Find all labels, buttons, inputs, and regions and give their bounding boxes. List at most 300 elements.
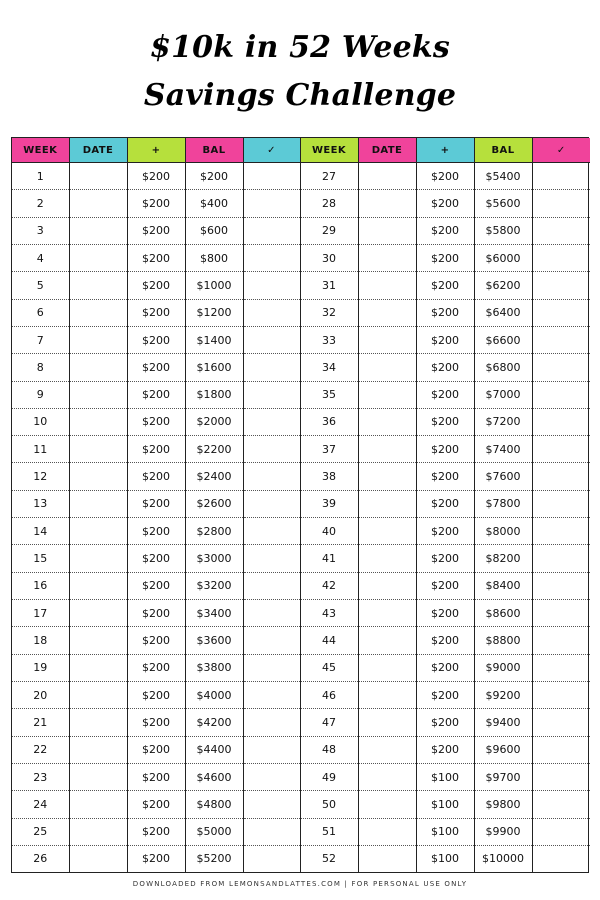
balance-cell: $5000 bbox=[185, 818, 243, 845]
week-cell: 20 bbox=[12, 681, 69, 708]
balance-cell: $8800 bbox=[474, 627, 532, 654]
balance-cell: $7000 bbox=[474, 381, 532, 408]
balance-cell: $9400 bbox=[474, 709, 532, 736]
date-field[interactable] bbox=[358, 299, 416, 326]
check-box[interactable] bbox=[532, 408, 590, 435]
check-box[interactable] bbox=[243, 190, 300, 217]
amount-cell: $200 bbox=[127, 490, 185, 517]
date-field[interactable] bbox=[69, 572, 127, 599]
date-field[interactable] bbox=[69, 791, 127, 818]
date-field[interactable] bbox=[358, 326, 416, 353]
balance-cell: $3400 bbox=[185, 600, 243, 627]
date-field[interactable] bbox=[358, 381, 416, 408]
table-row bbox=[12, 654, 590, 681]
date-field[interactable] bbox=[358, 436, 416, 463]
week-cell: 8 bbox=[12, 354, 69, 381]
balance-cell: $6800 bbox=[474, 354, 532, 381]
date-field[interactable] bbox=[358, 518, 416, 545]
amount-cell: $200 bbox=[127, 845, 185, 872]
amount-cell: $200 bbox=[416, 244, 474, 271]
check-box[interactable] bbox=[532, 709, 590, 736]
week-cell: 50 bbox=[300, 791, 358, 818]
table-row bbox=[12, 244, 590, 271]
balance-cell: $9800 bbox=[474, 791, 532, 818]
balance-cell: $5600 bbox=[474, 190, 532, 217]
amount-cell: $200 bbox=[127, 518, 185, 545]
check-box[interactable] bbox=[532, 299, 590, 326]
check-box[interactable] bbox=[243, 600, 300, 627]
check-box[interactable] bbox=[243, 490, 300, 517]
amount-cell: $200 bbox=[416, 272, 474, 299]
balance-cell: $5800 bbox=[474, 217, 532, 244]
table-row bbox=[12, 709, 590, 736]
date-field[interactable] bbox=[358, 217, 416, 244]
balance-cell: $800 bbox=[185, 244, 243, 271]
date-field[interactable] bbox=[358, 681, 416, 708]
savings-grid bbox=[12, 138, 590, 872]
date-field[interactable] bbox=[69, 627, 127, 654]
week-cell: 51 bbox=[300, 818, 358, 845]
week-cell: 9 bbox=[12, 381, 69, 408]
table-row bbox=[12, 518, 590, 545]
date-field[interactable] bbox=[69, 490, 127, 517]
week-cell: 7 bbox=[12, 326, 69, 353]
balance-cell: $9700 bbox=[474, 763, 532, 790]
balance-cell: $2600 bbox=[185, 490, 243, 517]
amount-cell: $200 bbox=[416, 709, 474, 736]
week-cell: 42 bbox=[300, 572, 358, 599]
date-field[interactable] bbox=[69, 381, 127, 408]
amount-cell: $200 bbox=[127, 763, 185, 790]
date-field[interactable] bbox=[358, 709, 416, 736]
balance-cell: $1800 bbox=[185, 381, 243, 408]
table-row bbox=[12, 381, 590, 408]
check-box[interactable] bbox=[532, 381, 590, 408]
week-cell: 5 bbox=[12, 272, 69, 299]
amount-cell: $200 bbox=[127, 326, 185, 353]
week-cell: 6 bbox=[12, 299, 69, 326]
amount-cell: $200 bbox=[416, 654, 474, 681]
check-box[interactable] bbox=[243, 354, 300, 381]
balance-cell: $1000 bbox=[185, 272, 243, 299]
amount-cell: $200 bbox=[416, 463, 474, 490]
amount-cell: $200 bbox=[127, 600, 185, 627]
balance-cell: $3000 bbox=[185, 545, 243, 572]
amount-cell: $200 bbox=[416, 163, 474, 190]
date-field[interactable] bbox=[69, 736, 127, 763]
check-box[interactable] bbox=[243, 791, 300, 818]
balance-cell: $1400 bbox=[185, 326, 243, 353]
table-row bbox=[12, 845, 590, 872]
week-cell: 11 bbox=[12, 436, 69, 463]
week-cell: 44 bbox=[300, 627, 358, 654]
week-cell: 1 bbox=[12, 163, 69, 190]
check-box[interactable] bbox=[243, 381, 300, 408]
amount-cell: $200 bbox=[127, 436, 185, 463]
check-box[interactable] bbox=[243, 272, 300, 299]
week-cell: 13 bbox=[12, 490, 69, 517]
header-row bbox=[12, 138, 590, 163]
balance-cell: $8000 bbox=[474, 518, 532, 545]
table-row bbox=[12, 818, 590, 845]
week-cell: 10 bbox=[12, 408, 69, 435]
balance-cell: $3800 bbox=[185, 654, 243, 681]
balance-cell: $4600 bbox=[185, 763, 243, 790]
week-cell: 24 bbox=[12, 791, 69, 818]
amount-cell: $200 bbox=[416, 600, 474, 627]
date-field[interactable] bbox=[69, 518, 127, 545]
table-row bbox=[12, 163, 590, 190]
week-cell: 30 bbox=[300, 244, 358, 271]
week-cell: 29 bbox=[300, 217, 358, 244]
week-cell: 46 bbox=[300, 681, 358, 708]
week-cell: 16 bbox=[12, 572, 69, 599]
date-field[interactable] bbox=[69, 244, 127, 271]
week-cell: 21 bbox=[12, 709, 69, 736]
balance-cell: $5200 bbox=[185, 845, 243, 872]
check-box[interactable] bbox=[532, 217, 590, 244]
week-cell: 19 bbox=[12, 654, 69, 681]
date-field[interactable] bbox=[358, 163, 416, 190]
week-cell: 41 bbox=[300, 545, 358, 572]
week-cell: 18 bbox=[12, 627, 69, 654]
date-field[interactable] bbox=[358, 627, 416, 654]
date-field[interactable] bbox=[69, 408, 127, 435]
balance-cell: $6000 bbox=[474, 244, 532, 271]
week-cell: 2 bbox=[12, 190, 69, 217]
table-row bbox=[12, 463, 590, 490]
header-date-left: DATE bbox=[69, 138, 127, 163]
week-cell: 27 bbox=[300, 163, 358, 190]
check-box[interactable] bbox=[243, 845, 300, 872]
balance-cell: $9200 bbox=[474, 681, 532, 708]
balance-cell: $2200 bbox=[185, 436, 243, 463]
check-box[interactable] bbox=[532, 736, 590, 763]
check-box[interactable] bbox=[243, 463, 300, 490]
table-row bbox=[12, 545, 590, 572]
date-field[interactable] bbox=[358, 818, 416, 845]
balance-cell: $8400 bbox=[474, 572, 532, 599]
week-cell: 4 bbox=[12, 244, 69, 271]
week-cell: 35 bbox=[300, 381, 358, 408]
balance-cell: $2800 bbox=[185, 518, 243, 545]
date-field[interactable] bbox=[69, 436, 127, 463]
amount-cell: $200 bbox=[416, 217, 474, 244]
balance-cell: $3600 bbox=[185, 627, 243, 654]
check-box[interactable] bbox=[532, 818, 590, 845]
balance-cell: $1600 bbox=[185, 354, 243, 381]
week-cell: 49 bbox=[300, 763, 358, 790]
week-cell: 31 bbox=[300, 272, 358, 299]
week-cell: 3 bbox=[12, 217, 69, 244]
week-cell: 52 bbox=[300, 845, 358, 872]
date-field[interactable] bbox=[358, 654, 416, 681]
amount-cell: $200 bbox=[416, 490, 474, 517]
check-box[interactable] bbox=[532, 163, 590, 190]
amount-cell: $200 bbox=[416, 736, 474, 763]
table-row bbox=[12, 354, 590, 381]
date-field[interactable] bbox=[358, 763, 416, 790]
table-row bbox=[12, 763, 590, 790]
check-box[interactable] bbox=[532, 545, 590, 572]
balance-cell: $4400 bbox=[185, 736, 243, 763]
week-cell: 45 bbox=[300, 654, 358, 681]
date-field[interactable] bbox=[358, 408, 416, 435]
amount-cell: $200 bbox=[127, 272, 185, 299]
balance-cell: $10000 bbox=[474, 845, 532, 872]
date-field[interactable] bbox=[69, 354, 127, 381]
table-row bbox=[12, 299, 590, 326]
date-field[interactable] bbox=[69, 763, 127, 790]
date-field[interactable] bbox=[69, 217, 127, 244]
check-box[interactable] bbox=[532, 845, 590, 872]
amount-cell: $200 bbox=[416, 190, 474, 217]
balance-cell: $8600 bbox=[474, 600, 532, 627]
amount-cell: $200 bbox=[127, 791, 185, 818]
amount-cell: $200 bbox=[127, 709, 185, 736]
check-box[interactable] bbox=[243, 709, 300, 736]
check-box[interactable] bbox=[243, 163, 300, 190]
check-box[interactable] bbox=[532, 244, 590, 271]
amount-cell: $200 bbox=[416, 572, 474, 599]
balance-cell: $7400 bbox=[474, 436, 532, 463]
date-field[interactable] bbox=[69, 845, 127, 872]
amount-cell: $200 bbox=[416, 681, 474, 708]
date-field[interactable] bbox=[69, 818, 127, 845]
amount-cell: $200 bbox=[127, 818, 185, 845]
check-box[interactable] bbox=[243, 818, 300, 845]
table-row bbox=[12, 572, 590, 599]
week-cell: 34 bbox=[300, 354, 358, 381]
amount-cell: $200 bbox=[127, 627, 185, 654]
header-plus-right: + bbox=[416, 138, 474, 163]
table-row bbox=[12, 490, 590, 517]
balance-cell: $1200 bbox=[185, 299, 243, 326]
week-cell: 43 bbox=[300, 600, 358, 627]
week-cell: 17 bbox=[12, 600, 69, 627]
date-field[interactable] bbox=[358, 545, 416, 572]
amount-cell: $200 bbox=[127, 736, 185, 763]
date-field[interactable] bbox=[358, 791, 416, 818]
check-box[interactable] bbox=[532, 791, 590, 818]
amount-cell: $200 bbox=[127, 299, 185, 326]
check-box[interactable] bbox=[243, 681, 300, 708]
check-box[interactable] bbox=[532, 654, 590, 681]
page-subtitle: Savings Challenge bbox=[143, 78, 457, 113]
check-box[interactable] bbox=[243, 545, 300, 572]
date-field[interactable] bbox=[358, 272, 416, 299]
week-cell: 15 bbox=[12, 545, 69, 572]
balance-cell: $7200 bbox=[474, 408, 532, 435]
date-field[interactable] bbox=[69, 190, 127, 217]
table-row bbox=[12, 791, 590, 818]
balance-cell: $2400 bbox=[185, 463, 243, 490]
check-box[interactable] bbox=[243, 299, 300, 326]
check-box[interactable] bbox=[532, 600, 590, 627]
date-field[interactable] bbox=[358, 600, 416, 627]
check-box[interactable] bbox=[532, 463, 590, 490]
amount-cell: $200 bbox=[416, 381, 474, 408]
balance-cell: $9600 bbox=[474, 736, 532, 763]
amount-cell: $200 bbox=[416, 326, 474, 353]
date-field[interactable] bbox=[69, 299, 127, 326]
check-box[interactable] bbox=[532, 436, 590, 463]
week-cell: 47 bbox=[300, 709, 358, 736]
check-box[interactable] bbox=[243, 217, 300, 244]
balance-cell: $200 bbox=[185, 163, 243, 190]
table-row bbox=[12, 326, 590, 353]
balance-cell: $5400 bbox=[474, 163, 532, 190]
balance-cell: $2000 bbox=[185, 408, 243, 435]
amount-cell: $200 bbox=[127, 408, 185, 435]
amount-cell: $100 bbox=[416, 845, 474, 872]
date-field[interactable] bbox=[358, 244, 416, 271]
week-cell: 48 bbox=[300, 736, 358, 763]
check-box[interactable] bbox=[243, 436, 300, 463]
week-cell: 37 bbox=[300, 436, 358, 463]
amount-cell: $200 bbox=[416, 627, 474, 654]
check-box[interactable] bbox=[532, 490, 590, 517]
balance-cell: $4000 bbox=[185, 681, 243, 708]
check-box[interactable] bbox=[243, 408, 300, 435]
amount-cell: $200 bbox=[416, 354, 474, 381]
header-date-right: DATE bbox=[358, 138, 416, 163]
date-field[interactable] bbox=[358, 190, 416, 217]
date-field[interactable] bbox=[69, 545, 127, 572]
header-bal-left: BAL bbox=[185, 138, 243, 163]
date-field[interactable] bbox=[358, 490, 416, 517]
check-box[interactable] bbox=[532, 354, 590, 381]
check-box[interactable] bbox=[532, 763, 590, 790]
week-cell: 32 bbox=[300, 299, 358, 326]
amount-cell: $100 bbox=[416, 791, 474, 818]
amount-cell: $100 bbox=[416, 763, 474, 790]
check-box[interactable] bbox=[243, 518, 300, 545]
balance-cell: $6600 bbox=[474, 326, 532, 353]
table-row bbox=[12, 272, 590, 299]
amount-cell: $200 bbox=[416, 408, 474, 435]
week-cell: 39 bbox=[300, 490, 358, 517]
check-box[interactable] bbox=[532, 681, 590, 708]
week-cell: 22 bbox=[12, 736, 69, 763]
date-field[interactable] bbox=[69, 709, 127, 736]
header-week-right: WEEK bbox=[300, 138, 358, 163]
check-box[interactable] bbox=[243, 763, 300, 790]
savings-table bbox=[11, 137, 589, 873]
date-field[interactable] bbox=[358, 572, 416, 599]
table-row bbox=[12, 190, 590, 217]
header-check-left: ✓ bbox=[243, 138, 300, 163]
amount-cell: $200 bbox=[127, 545, 185, 572]
week-cell: 40 bbox=[300, 518, 358, 545]
header-bal-right: BAL bbox=[474, 138, 532, 163]
balance-cell: $9900 bbox=[474, 818, 532, 845]
check-box[interactable] bbox=[532, 326, 590, 353]
header-week-left: WEEK bbox=[12, 138, 69, 163]
balance-cell: $6400 bbox=[474, 299, 532, 326]
check-box[interactable] bbox=[243, 572, 300, 599]
check-box[interactable] bbox=[532, 272, 590, 299]
balance-cell: $3200 bbox=[185, 572, 243, 599]
table-row bbox=[12, 217, 590, 244]
amount-cell: $200 bbox=[127, 354, 185, 381]
header-plus-left: + bbox=[127, 138, 185, 163]
check-box[interactable] bbox=[532, 572, 590, 599]
week-cell: 25 bbox=[12, 818, 69, 845]
amount-cell: $200 bbox=[416, 436, 474, 463]
table-row bbox=[12, 627, 590, 654]
balance-cell: $9000 bbox=[474, 654, 532, 681]
week-cell: 14 bbox=[12, 518, 69, 545]
week-cell: 28 bbox=[300, 190, 358, 217]
amount-cell: $200 bbox=[127, 190, 185, 217]
check-box[interactable] bbox=[243, 654, 300, 681]
balance-cell: $4200 bbox=[185, 709, 243, 736]
amount-cell: $100 bbox=[416, 818, 474, 845]
amount-cell: $200 bbox=[127, 217, 185, 244]
date-field[interactable] bbox=[69, 654, 127, 681]
amount-cell: $200 bbox=[127, 654, 185, 681]
date-field[interactable] bbox=[358, 845, 416, 872]
check-box[interactable] bbox=[532, 627, 590, 654]
date-field[interactable] bbox=[358, 354, 416, 381]
week-cell: 26 bbox=[33, 852, 48, 866]
check-box[interactable] bbox=[243, 627, 300, 654]
amount-cell: $200 bbox=[416, 545, 474, 572]
amount-cell: $200 bbox=[127, 463, 185, 490]
week-cell: 33 bbox=[300, 326, 358, 353]
date-field[interactable] bbox=[69, 463, 127, 490]
week-cell: 36 bbox=[300, 408, 358, 435]
date-field[interactable] bbox=[69, 681, 127, 708]
table-row bbox=[12, 408, 590, 435]
amount-cell: $200 bbox=[127, 244, 185, 271]
date-field[interactable] bbox=[69, 326, 127, 353]
balance-cell: $8200 bbox=[474, 545, 532, 572]
balance-cell: $6200 bbox=[474, 272, 532, 299]
check-box[interactable] bbox=[243, 736, 300, 763]
date-field[interactable] bbox=[358, 736, 416, 763]
amount-cell: $200 bbox=[416, 299, 474, 326]
week-cell: 23 bbox=[12, 763, 69, 790]
amount-cell: $200 bbox=[127, 381, 185, 408]
date-field[interactable] bbox=[358, 463, 416, 490]
check-box[interactable] bbox=[532, 190, 590, 217]
table-row bbox=[12, 600, 590, 627]
balance-cell: $7600 bbox=[474, 463, 532, 490]
table-row bbox=[12, 736, 590, 763]
check-box[interactable] bbox=[243, 244, 300, 271]
date-field[interactable] bbox=[69, 272, 127, 299]
date-field[interactable] bbox=[69, 163, 127, 190]
balance-cell: $7800 bbox=[474, 490, 532, 517]
table-row bbox=[12, 436, 590, 463]
balance-cell: $600 bbox=[185, 217, 243, 244]
balance-cell: $400 bbox=[185, 190, 243, 217]
check-box[interactable] bbox=[532, 518, 590, 545]
balance-cell: $4800 bbox=[185, 791, 243, 818]
amount-cell: $200 bbox=[127, 163, 185, 190]
footer-note: DOWNLOADED FROM LEMONSANDLATTES.COM | FOR PERSONAL USE ONLY bbox=[132, 880, 468, 888]
amount-cell: $200 bbox=[416, 518, 474, 545]
check-box[interactable] bbox=[243, 326, 300, 353]
page-title: $10k in 52 Weeks bbox=[150, 30, 450, 65]
date-field[interactable] bbox=[69, 600, 127, 627]
week-cell: 38 bbox=[300, 463, 358, 490]
header-check-right: ✓ bbox=[532, 138, 590, 163]
amount-cell: $200 bbox=[127, 572, 185, 599]
amount-cell: $200 bbox=[127, 681, 185, 708]
